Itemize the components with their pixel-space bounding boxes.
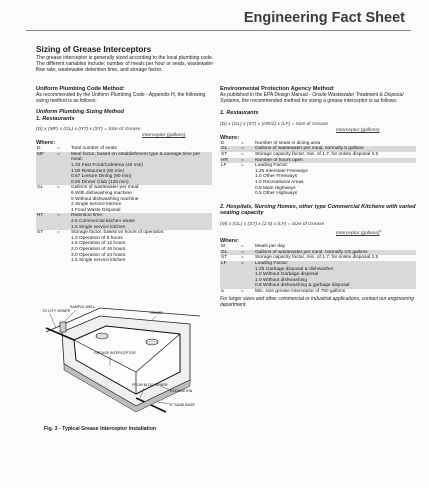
header-bar xyxy=(0,0,429,37)
definition-row xyxy=(220,289,416,295)
definition-row xyxy=(36,152,212,163)
definition-text: 1.0 Other Freeways xyxy=(255,174,298,180)
epa-definitions-table-2 xyxy=(220,244,416,294)
definition-sym xyxy=(36,258,56,264)
definition-sym: GL xyxy=(220,146,240,152)
intro-paragraph: The grease interceptor is generally sized according to the local plumbing code. The different variables include; number of meals per hour or seats, wastewater flow rate, wastewater detention time, and storage factor. xyxy=(36,55,214,74)
definition-text: 1.25 Interstate Freeways xyxy=(255,168,308,174)
upc-formula xyxy=(36,127,212,139)
definition-eq: = xyxy=(57,185,60,191)
definition-sym: LF xyxy=(221,163,227,169)
definition-eq: = xyxy=(241,152,244,157)
definition-text: 2 Single service kitchen xyxy=(71,202,122,208)
epa-heading: Environmental Protection Agency Method: xyxy=(220,86,335,92)
definition-text: 1.25 Garbage disposal & dishwasher xyxy=(254,267,416,273)
definition-sym: LF xyxy=(220,261,240,267)
epa-section2: 2. Hospitals, Nursing Homes, other type Commercial Kitchens with varied seating capacity xyxy=(220,203,416,217)
definition-text: 6 With dishwashing machine xyxy=(71,190,132,196)
upc-formula-unit: Interceptor (gallons) xyxy=(142,133,186,139)
definition-text: 1.33 Fast Food/Cafeteria (45 min) xyxy=(70,163,212,169)
definition-sym: D xyxy=(221,140,225,146)
definition-text: 1.0 Operation of 8 hours xyxy=(71,235,123,241)
definition-text: Number of hours open xyxy=(254,158,416,164)
definition-text: 2.0 Operation of 16 hours xyxy=(71,246,126,252)
definition-text: Gallons of wastewater per meal, normally 4.5 gallons xyxy=(254,250,416,256)
epa-where2: Where: xyxy=(220,238,239,245)
definition-text: 1 Food Waste Disposal xyxy=(71,207,121,213)
definition-text: Number of seats in dining area xyxy=(255,140,321,146)
definition-text: 5 Without dishwashing machine xyxy=(71,196,139,202)
label-sand-base: 6" SAND BASE xyxy=(170,403,195,407)
label-sample-well: SAMPLE WELL xyxy=(70,305,96,309)
definition-text: Storage factor, based on hours of operation: xyxy=(71,230,165,236)
epa-formula2 xyxy=(220,222,416,238)
definition-sym: ST xyxy=(37,230,44,236)
upc-where: Where: xyxy=(36,140,55,147)
definition-text: Meals per day xyxy=(255,244,286,250)
definition-text: 2.5 Commercial kitchen waste xyxy=(70,219,212,225)
grease-interceptor-diagram xyxy=(40,302,206,420)
definition-eq: = xyxy=(57,146,60,152)
epa-formula1-expr: (D) x (GL) x (ST) x (HR/2) x (LF) = Size of Grease xyxy=(220,121,329,127)
figure-caption: Fig. 3 - Typical Grease Interceptor Installation xyxy=(44,426,157,432)
label-to-city-sewer: TO CITY SEWER xyxy=(42,309,71,313)
upc-subheading: Uniform Plumbing Sizing Method xyxy=(36,109,124,116)
definition-text: 1.5 Operation of 12 hours xyxy=(71,241,126,247)
definition-sym: M xyxy=(221,244,225,250)
definition-text: 1.5 Single service kitchen xyxy=(71,258,126,264)
definition-sym: ST xyxy=(221,152,228,157)
definition-eq: = xyxy=(56,213,70,219)
epa-formula2-note: b xyxy=(379,228,382,233)
definition-sym: HR xyxy=(220,158,240,164)
definition-text: Total number of seats xyxy=(71,146,117,152)
definition-text: Meal factor, based on establishment type & average time per meal: xyxy=(70,152,212,163)
definition-text: Gallons of wastewater per meal, normally 5 gallons xyxy=(254,146,416,152)
label-excavation: EXCAVATION xyxy=(170,389,193,393)
epa-text xyxy=(220,92,416,104)
epa-where1: Where: xyxy=(220,134,239,141)
label-grade: GRADE xyxy=(150,311,163,315)
header-divider xyxy=(26,30,411,31)
manhole-2 xyxy=(146,339,158,345)
definition-text: 0.5 Other Highways xyxy=(255,191,298,197)
manhole-1 xyxy=(96,333,108,339)
definition-text: 3.0 Operation of 24 hours xyxy=(71,252,126,258)
definition-sym: GL xyxy=(37,185,44,191)
page-title: Engineering Fact Sheet xyxy=(243,10,405,26)
definition-eq: = xyxy=(241,255,244,261)
definition-text: 1.5 Single service kitchen xyxy=(70,225,212,231)
upc-heading: Uniform Plumbing Code Method: xyxy=(36,86,125,92)
definition-text: 0.67 Leisure Dining (90 min) xyxy=(70,174,212,180)
epa-formula2-unit: Interceptor (gallons) xyxy=(336,231,380,237)
definition-eq: = xyxy=(241,244,244,250)
definition-text: 1.0 Recreational Areas xyxy=(255,179,304,185)
epa-formula1-unit: Interceptor (gallons) xyxy=(336,127,380,133)
definition-eq xyxy=(56,258,70,264)
definition-text: Storage capacity factor, min. of 1.7, for onsite disposal 2.5 xyxy=(255,152,379,157)
definition-text: Storage capacity factor, min. of 1.7, for onsite disposal 2.5 xyxy=(255,255,379,261)
definition-row xyxy=(36,258,212,264)
definition-text: Retention time: xyxy=(70,213,212,219)
definition-text: 1.0 Without Garbage disposal xyxy=(254,272,416,278)
definition-text: 1.0 Without dishwashing xyxy=(254,278,416,284)
epa-closing-note: For larger sizes and other commercial or industrial applications, contact our engineering department. xyxy=(220,295,414,308)
upc-section: 1. Restaurants xyxy=(36,115,75,122)
definition-sym: GL xyxy=(220,250,240,256)
label-from-bldg-sewer: FROM BLDG SEWER xyxy=(132,383,168,387)
epa-column xyxy=(220,86,416,308)
definition-text: Loading Factor: xyxy=(254,261,416,267)
section-title: Sizing of Grease Interceptors xyxy=(36,44,152,54)
epa-formula1 xyxy=(220,122,416,134)
label-grease-interceptor: GREASE INTERCEPTOR xyxy=(94,351,136,355)
upc-column xyxy=(36,86,212,264)
definition-sym: RT xyxy=(36,213,56,219)
definition-text: Gallons of wastewater per meal: xyxy=(71,185,140,191)
upc-definitions-table xyxy=(36,146,212,263)
definition-text: 1.00 Restaurant (60 min) xyxy=(70,169,212,175)
definition-sym: a xyxy=(221,288,224,294)
definition-text: 0.50 Dinner Club (120 min) xyxy=(70,180,212,186)
definition-text: Loading Factor: xyxy=(255,163,289,169)
epa-definitions-table-1 xyxy=(220,141,416,197)
definition-eq: = xyxy=(57,230,60,236)
definition-text: 0.8 Main Highways xyxy=(255,185,296,191)
definition-eq: = xyxy=(240,261,254,267)
definition-eq: = xyxy=(240,158,254,164)
definition-eq: = xyxy=(240,146,254,152)
epa-text-italic: Onsite Wastewater Treatment & Disposal Systems xyxy=(220,92,404,105)
definition-eq: = xyxy=(241,140,244,146)
definition-eq: = xyxy=(56,152,70,163)
upc-text: As recommended by the Uniform Plumbing Code - Appendix H, the following sizing method is as follows: xyxy=(36,92,206,105)
sample-well-box xyxy=(60,322,66,332)
definition-text: 0.8 Without dishwashing & garbage disposal xyxy=(254,283,416,289)
epa-text-part1: As published in the EPA Design Manual - xyxy=(220,92,313,99)
definition-sym: ST xyxy=(221,255,228,261)
upc-formula-expr: (D) x (MF) x (GL) x (RT) x (ST) = Size of Grease xyxy=(36,127,141,133)
epa-text-part2: , the recommended method for sizing a grease interceptor is as follows: xyxy=(239,98,398,105)
definition-sym: MF xyxy=(36,152,56,163)
definition-eq: = xyxy=(241,163,244,169)
definition-sym: D xyxy=(37,146,41,152)
definition-eq: = xyxy=(240,250,254,256)
definition-text: Min. size grease interceptor of 750 gallons xyxy=(255,288,346,294)
epa-section1: 1. Restaurants xyxy=(220,110,259,117)
epa-formula2-expr: (M) x (GL) x (ST) x (2.5) x (LF) = Size of Grease xyxy=(220,221,325,227)
definition-eq: = xyxy=(241,288,244,294)
